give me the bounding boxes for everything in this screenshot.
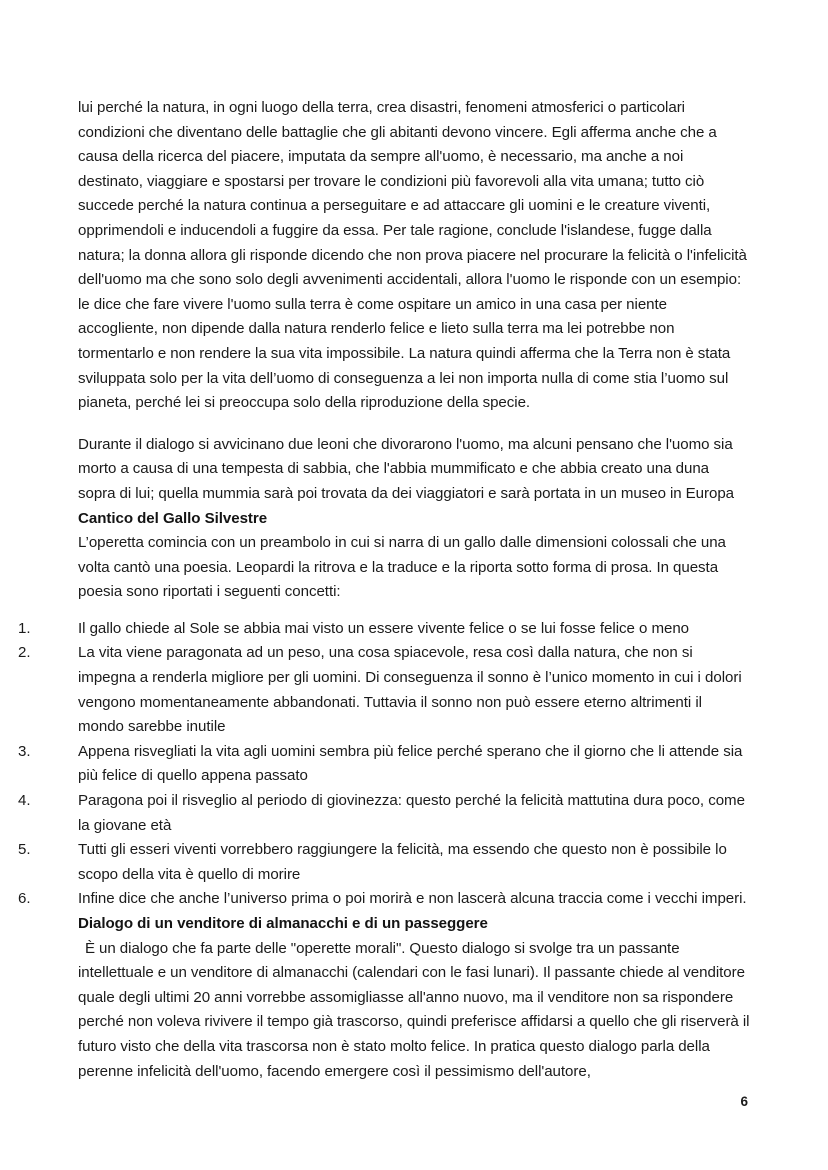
list-item — [18, 740, 750, 789]
list-item-marker: 2. — [18, 644, 31, 662]
list-item-marker: 6. — [18, 890, 31, 908]
list-item — [18, 838, 750, 887]
heading-dialogo-venditore-almanacchi: Dialogo di un venditore di almanacchi e di un passeggere — [78, 915, 488, 932]
list-item-text: Infine dice che anche l’universo prima o poi morirà e non lascerà alcuna traccia come i vecchi imperi. — [78, 890, 747, 908]
list-item — [18, 617, 750, 642]
list-item — [18, 887, 750, 912]
page-number: 6 — [740, 1093, 748, 1109]
page-content — [18, 96, 750, 1084]
paragraph-dialogo-venditore: È un dialogo che fa parte delle "operette morali". Questo dialogo si svolge tra un passante intellettuale e un venditore di almanacchi (calendari con le fasi lunari). Il passante chiede al venditore quale degli ultimi 20 anni vorrebbe assomigliasse all'anno nuovo, ma il venditore non sa rispondere perché non voleva rivivere il tempo già trascorso, quindi preferisce affidarsi a quello che gli riserverà il futuro visto che della vita trascorsa non è stato molto felice. In pratica questo dialogo parla della perenne infelicità dell'uomo, facendo emergere così il pessimismo dell'autore, — [78, 939, 750, 1080]
paragraph-natura-islandese: lui perché la natura, in ogni luogo della terra, crea disastri, fenomeni atmosferici o particolari condizioni che diventano delle battaglie che gli abitanti devono vincere. Egli afferma anche che a causa della ricerca del piacere, imputata da sempre all'uomo, è necessario, ma anche a noi destinato, viaggiare e spostarsi per trovare le condizioni più favorevoli alla vita umana; tutto ciò succede perché la natura continua a perseguitare e ad attaccare gli uomini e le creature viventi, opprimendoli e inducendoli a fuggire da essa. Per tale ragione, conclude l'islandese, fugge dalla natura; la donna allora gli risponde dicendo che non prova piacere nel procurare la felicità o l'infelicità dell'uomo ma che sono solo degli avvenimenti accidentali, allora l'uomo le risponde con un esempio: le dice che fare vivere l'uomo sulla terra è come ospitare un amico in una casa per niente accogliente, non dipende dalla natura renderlo felice e lieto sulla terra ma lei potrebbe non tormentarlo e non rendere la sua vita impossibile. La natura quindi afferma che la Terra non è stata sviluppata solo per la vita dell’uomo di conseguenza a lei non importa nulla di come stia l’uomo sul pianeta, perché lei si preoccupa solo della riproduzione della specie. — [78, 99, 747, 412]
concept-list — [18, 617, 750, 912]
list-item — [18, 789, 750, 838]
list-item-text: Il gallo chiede al Sole se abbia mai visto un essere vivente felice o se lui fosse felice o meno — [78, 619, 690, 637]
paragraph-operetta-preambolo: L’operetta comincia con un preambolo in cui si narra di un gallo dalle dimensioni colossali che una volta cantò una poesia. Leopardi la ritrova e la traduce e la riporta sotto forma di prosa. In questa poesia sono riportati i seguenti concetti: — [78, 534, 726, 601]
list-item-marker: 5. — [18, 841, 31, 859]
paragraph-leoni-mummia: Durante il dialogo si avvicinano due leoni che divorarono l'uomo, ma alcuni pensano che l'uomo sia morto a causa di una tempesta di sabbia, che l'abbia mummificato e che abbia creato una duna sopra di lui; quella mummia sarà poi trovata da dei viaggiatori e sarà portata in un museo in Europa — [78, 435, 735, 502]
list-item-marker: 4. — [18, 792, 31, 810]
list-item-text: Tutti gli esseri viventi vorrebbero raggiungere la felicità, ma essendo che questo non è possibile lo scopo della vita è quello di morire — [78, 841, 727, 883]
list-item-text: Paragona poi il risveglio al periodo di giovinezza: questo perché la felicità mattutina dura poco, come la giovane età — [78, 792, 745, 834]
list-item — [18, 641, 750, 739]
list-item-marker: 3. — [18, 742, 31, 760]
list-item-text: Appena risvegliati la vita agli uomini sembra più felice perché sperano che il giorno che li attende sia più felice di quello appena passato — [78, 742, 743, 785]
heading-cantico-del-gallo-silvestre: Cantico del Gallo Silvestre — [78, 509, 268, 527]
list-item-marker: 1. — [18, 619, 31, 637]
list-item-text: La vita viene paragonata ad un peso, una cosa spiacevole, resa così dalla natura, che non si impegna a renderla migliore per gli uomini. Di conseguenza il sonno è l’unico momento in cui i dolori vengono momentaneamente abbandonati. Tuttavia il sonno non può essere eterno altrimenti il mondo sarebbe inutile — [78, 644, 742, 736]
